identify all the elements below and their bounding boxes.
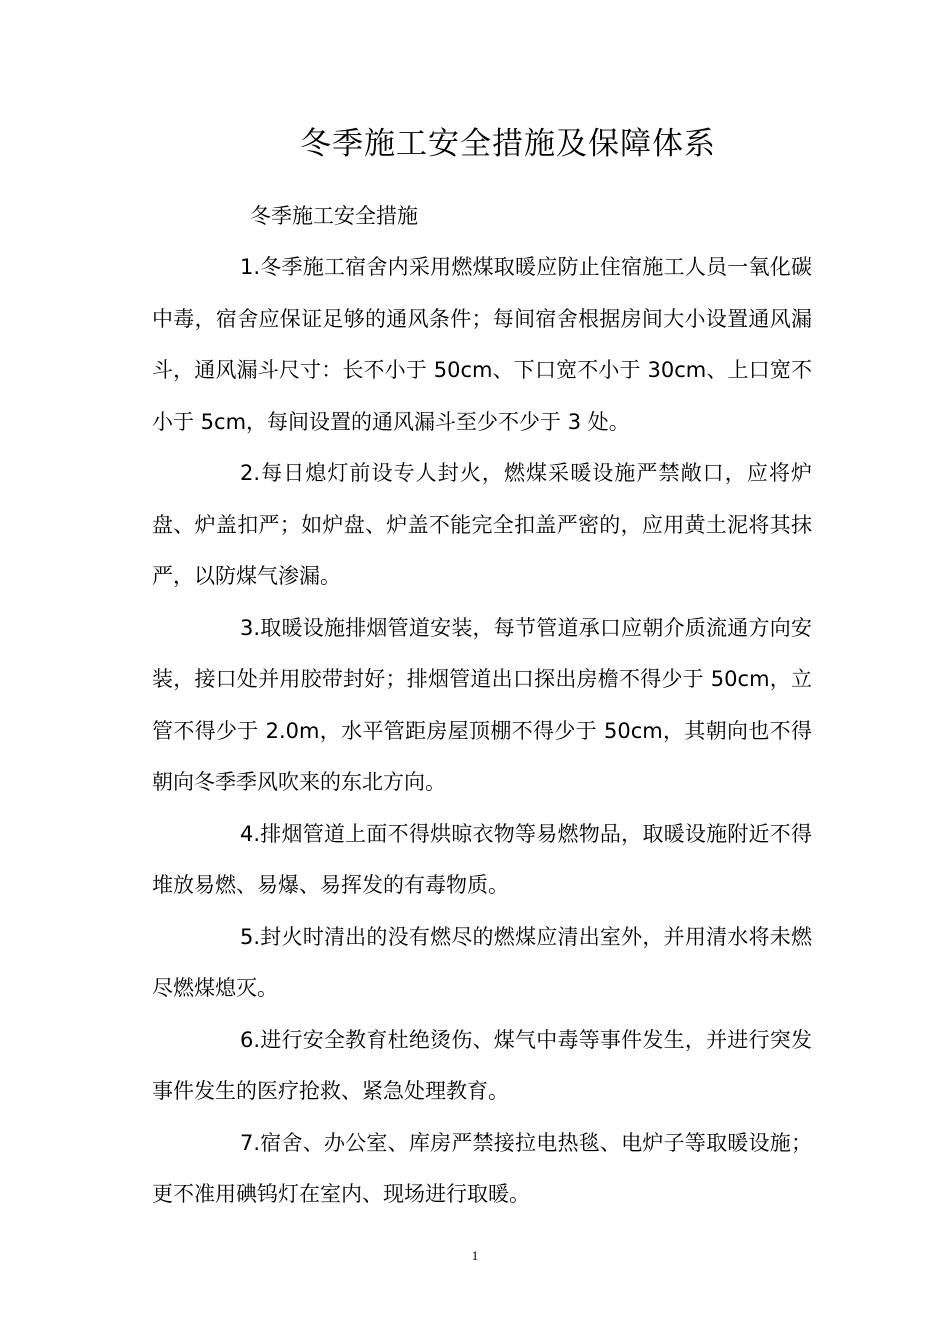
paragraph-1: 1.冬季施工宿舍内采用燃煤取暖应防止住宿施工人员一氧化碳中毒，宿舍应保证足够的通风条件；每间宿舍根据房间大小设置通风漏斗，通风漏斗尺寸：长不小于 50cm、下口宽不小于 30cm、上口宽不小于 5cm，每间设置的通风漏斗至少不少于 3 处。	[152, 255, 812, 434]
section-heading: 冬季施工安全措施	[250, 204, 418, 228]
paragraph-7: 7.宿舍、办公室、库房严禁接拉电热毯、电炉子等取暖设施；更不准用碘钨灯在室内、现场进行取暖。	[152, 1130, 812, 1206]
document-body	[152, 242, 812, 1221]
paragraph-4: 4.排烟管道上面不得烘晾衣物等易燃物品，取暖设施附近不得堆放易燃、易爆、易挥发的有毒物质。	[152, 821, 812, 897]
paragraph-3: 3.取暖设施排烟管道安装，每节管道承口应朝介质流通方向安装，接口处并用胶带封好；排烟管道出口探出房檐不得少于 50cm，立管不得少于 2.0m，水平管距房屋顶棚不得少于 50cm，其朝向也不得朝向冬季季风吹来的东北方向。	[152, 615, 812, 794]
paragraph-5: 5.封火时清出的没有燃尽的燃煤应清出室外，并用清水将未燃尽燃煤熄灭。	[152, 924, 812, 1000]
paragraph-6: 6.进行安全教育杜绝烫伤、煤气中毒等事件发生，并进行突发事件发生的医疗抢救、紧急处理教育。	[152, 1027, 812, 1103]
document-title: 冬季施工安全措施及保障体系	[300, 126, 716, 162]
page-number: 1	[471, 1248, 479, 1263]
paragraph-2: 2.每日熄灯前设专人封火，燃煤采暖设施严禁敞口，应将炉盘、炉盖扣严；如炉盘、炉盖不能完全扣盖严密的，应用黄土泥将其抹严，以防煤气渗漏。	[152, 461, 812, 588]
